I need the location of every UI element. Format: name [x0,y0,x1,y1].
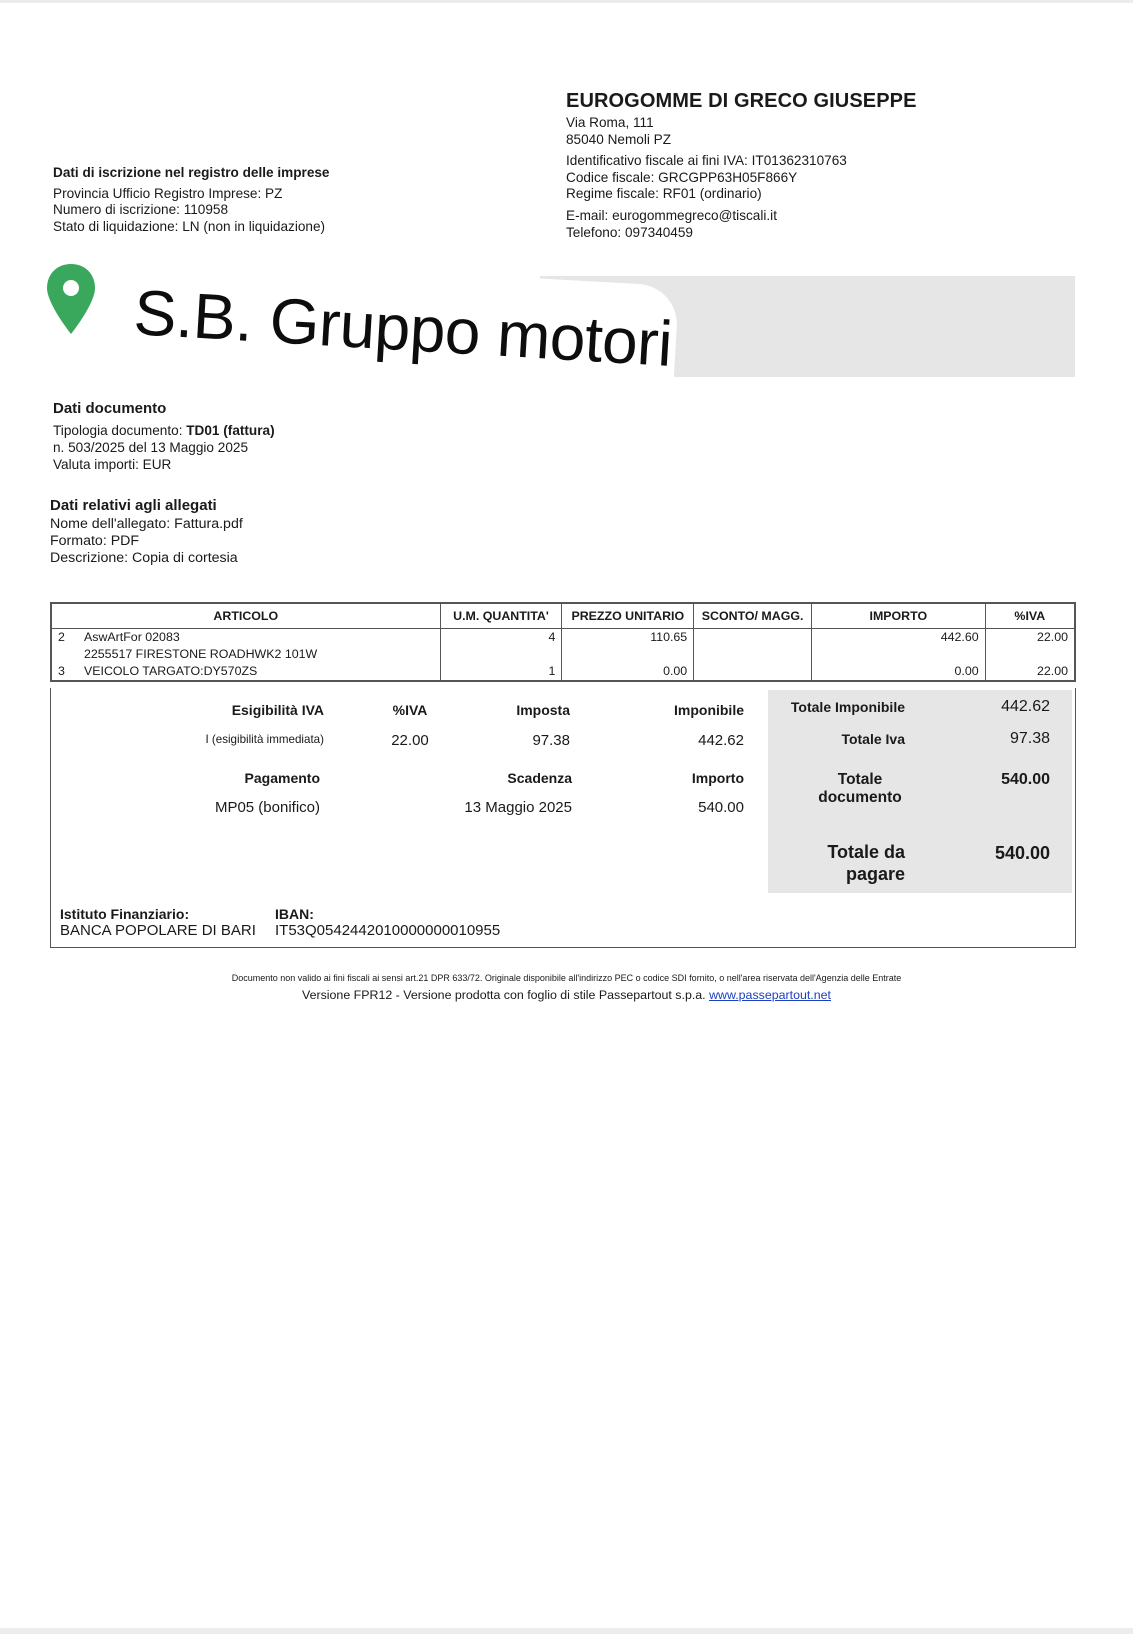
sticker-brand-text: S.B. Gruppo motori [131,276,674,380]
cell-discount [694,629,812,647]
seller-address-line: Via Roma, 111 [566,115,654,130]
cell-amount [812,646,986,663]
total-imponibile-value: 442.62 [1001,698,1050,715]
imponibile-value: 442.62 [698,732,744,749]
institute-label: Istituto Finanziario: [60,906,190,922]
header-scadenza: Scadenza [507,770,572,786]
col-header-prezzo: PREZZO UNITARIO [562,603,694,629]
cell-amount: 0.00 [812,663,986,681]
passepartout-link[interactable]: www.passepartout.net [709,988,831,1002]
institute-value: BANCA POPOLARE DI BARI [60,922,256,939]
total-pagare-label-2: pagare [845,864,905,884]
table-row [51,663,1075,681]
seller-block [566,89,917,241]
header-pagamento: Pagamento [244,770,320,786]
cell-article [51,629,440,647]
map-pin-icon [44,262,98,336]
items-header-row [51,603,1075,629]
seller-tax-code: Codice fiscale: GRCGPP63H05F866Y [566,169,798,185]
bottom-border [0,1628,1133,1634]
header-imponibile: Imponibile [674,702,744,718]
header-imposta: Imposta [516,702,570,718]
article-desc: 2255517 FIRESTONE ROADHWK2 101W [84,647,318,661]
cell-price [562,646,694,663]
payment-amount: 540.00 [698,799,744,816]
seller-phone: Telefono: 097340459 [566,224,693,240]
attachment-name: Nome dell'allegato: Fattura.pdf [50,516,243,532]
registry-office: Provincia Ufficio Registro Imprese: PZ [53,185,283,201]
imposta-value: 97.38 [532,732,570,749]
cell-amount: 442.60 [812,629,986,647]
document-heading: Dati documento [53,400,167,417]
seller-vat-id: Identificativo fiscale ai fini IVA: IT01362310763 [566,153,847,169]
line-number: 3 [58,664,65,678]
seller-name: EUROGOMME DI GRECO GIUSEPPE [566,90,917,112]
table-row [51,629,1075,647]
col-header-importo: IMPORTO [812,603,986,629]
cell-price: 0.00 [562,663,694,681]
registry-heading: Dati di iscrizione nel registro delle imprese [53,165,330,180]
registry-status: Stato di liquidazione: LN (non in liquidazione) [53,218,326,234]
esigibilita-value: I (esigibilità immediata) [205,733,324,746]
footer-version-text: Versione FPR12 - Versione prodotta con foglio di stile Passepartout s.p.a. [302,988,710,1002]
iva-value: 22.00 [391,732,429,749]
footer-version [0,988,1133,1002]
cell-article [51,663,440,681]
seller-email: E-mail: eurogommegreco@tiscali.it [566,207,777,223]
payment-method: MP05 (bonifico) [214,799,320,816]
document-type-label: Tipologia documento: [53,423,187,438]
attachment-description: Descrizione: Copia di cortesia [50,550,238,566]
items-table [50,602,1076,682]
total-documento-value: 540.00 [1001,771,1050,788]
total-pagare-label: Totale da [827,842,905,862]
cell-price: 110.65 [562,629,694,647]
total-pagare-value: 540.00 [994,843,1050,863]
cell-discount [694,663,812,681]
iban-value: IT53Q0542442010000000010955 [275,922,501,939]
total-iva-value: 97.38 [1009,730,1050,747]
attachment-format: Formato: PDF [50,533,140,549]
top-border [0,0,1133,3]
header-iva: %IVA [392,702,428,718]
header-esigibilita: Esigibilità IVA [231,702,324,718]
document-type-value: TD01 (fattura) [186,423,275,438]
document-number: n. 503/2025 del 13 Maggio 2025 [53,440,249,455]
attachments-data [50,497,243,567]
cell-article [51,646,440,663]
iban-label: IBAN: [275,906,314,922]
cell-qty [440,646,562,663]
line-number: 2 [58,630,65,644]
seller-tax-regime: Regime fiscale: RF01 (ordinario) [566,186,762,202]
total-imponibile-label: Totale Imponibile [790,699,905,715]
document-type [53,422,275,439]
total-documento-label: Totale [837,771,883,788]
payment-due: 13 Maggio 2025 [464,799,572,816]
total-iva-label: Totale Iva [841,731,905,747]
registry-number: Numero di iscrizione: 110958 [53,202,229,218]
document-data [53,400,275,473]
seller-city: 85040 Nemoli PZ [566,131,672,147]
attachments-heading: Dati relativi agli allegati [50,497,217,514]
col-header-quantita: U.M. QUANTITA' [440,603,562,629]
article-desc: AswArtFor 02083 [84,630,180,644]
col-header-articolo: ARTICOLO [51,603,440,629]
cell-vat [985,646,1075,663]
registry-block [53,165,330,235]
cell-qty: 1 [440,663,562,681]
table-row [51,646,1075,663]
cell-vat: 22.00 [985,629,1075,647]
footer-disclaimer: Documento non valido ai fini fiscali ai sensi art.21 DPR 633/72. Originale disponibile all'indirizzo PEC o codice SDI fornito, o nell'area riservata dell'Agenzia delle Entrate [231,973,902,983]
header-importo: Importo [691,770,744,786]
col-header-sconto: SCONTO/ MAGG. [694,603,812,629]
cell-vat: 22.00 [985,663,1075,681]
cell-qty: 4 [440,629,562,647]
total-documento-label-2: documento [818,789,902,806]
cell-discount [694,646,812,663]
document-currency: Valuta importi: EUR [53,457,172,472]
article-desc: VEICOLO TARGATO:DY570ZS [84,664,258,678]
col-header-iva: %IVA [985,603,1075,629]
